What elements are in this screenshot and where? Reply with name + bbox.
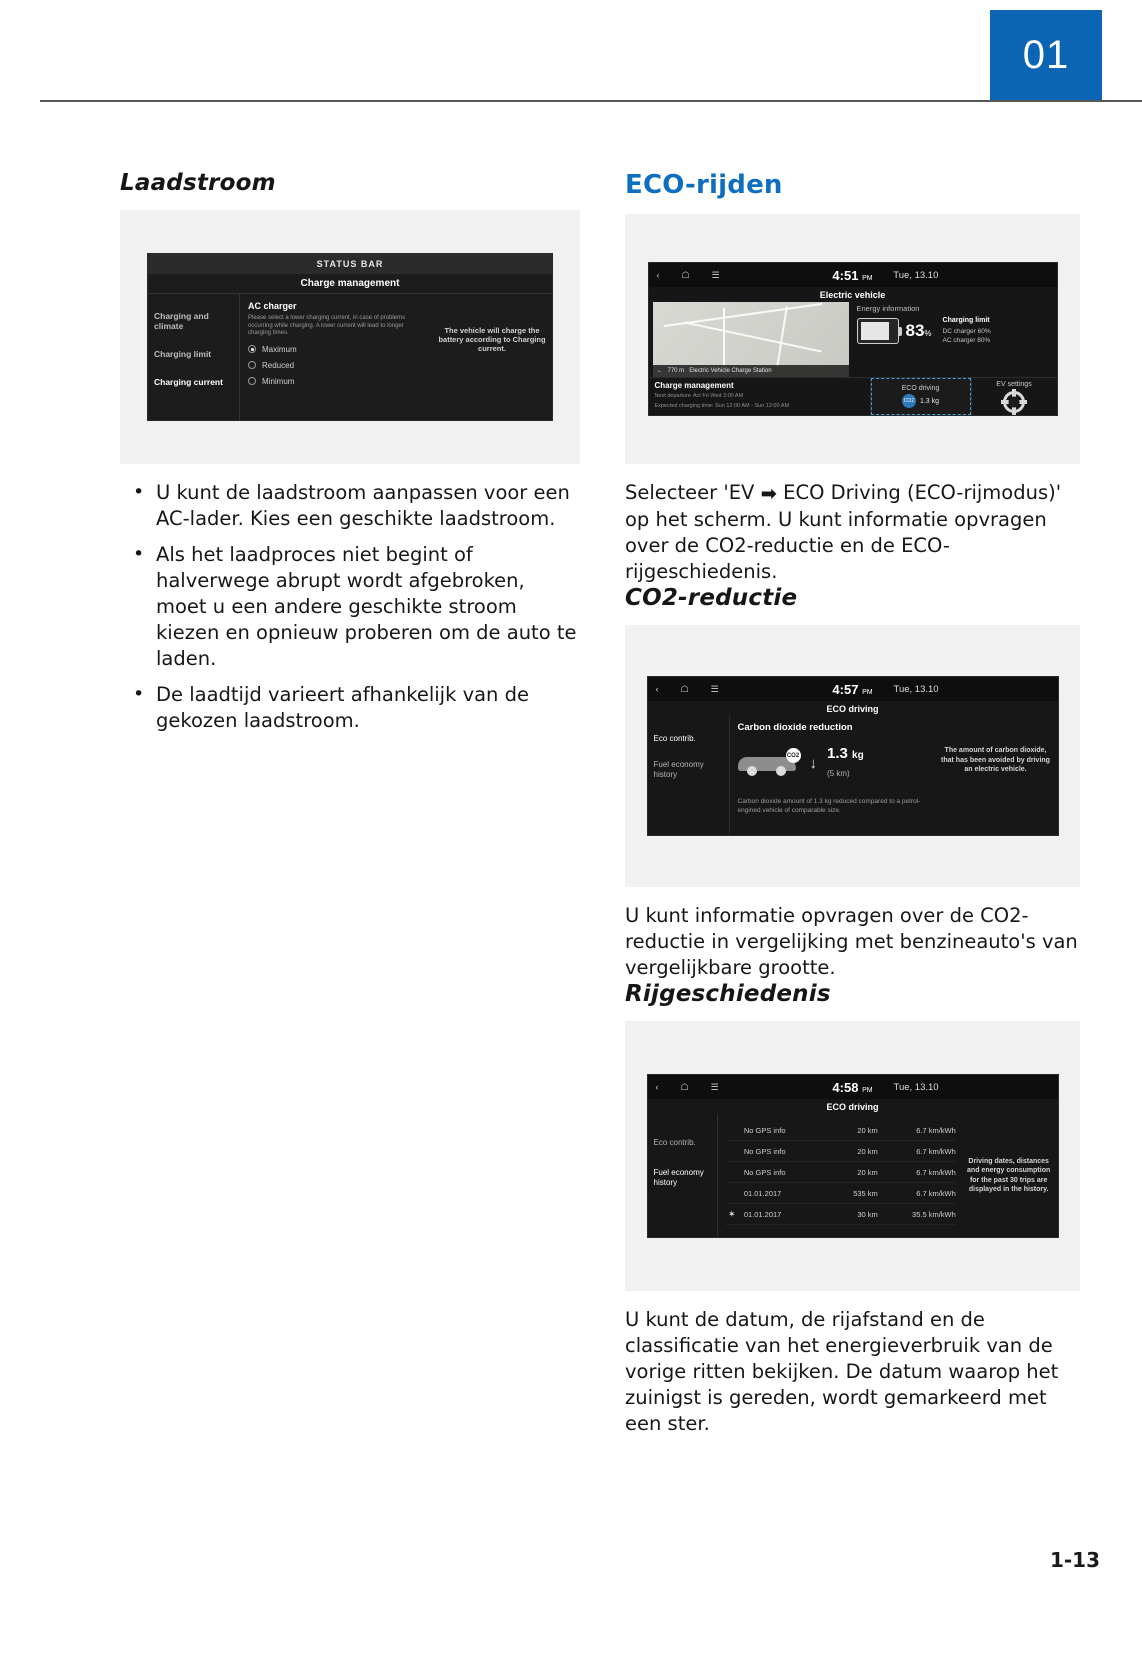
row-distance: 30 km — [857, 1209, 878, 1219]
bullet-list-laadstroom — [120, 480, 580, 734]
co2-side-note: The amount of carbon dioxide, that has been avoided by driving an electric vehicle. — [941, 747, 1050, 773]
status-bar-label: STATUS BAR — [148, 254, 552, 274]
row-date: 01.01.2017 — [743, 1209, 782, 1219]
arrow-right-icon: ➡ — [760, 482, 777, 505]
date-display: Tue, 13.10 — [893, 1081, 939, 1093]
screen-electric-vehicle — [649, 263, 1057, 415]
row-date: No GPS info — [743, 1125, 786, 1135]
row-efficiency: 6.7 km/kWh — [916, 1167, 956, 1177]
ev-top-bar — [649, 263, 1057, 287]
eco-driving-label: ECO driving — [901, 385, 940, 392]
menu-item-eco-contrib[interactable]: Eco contrib. — [653, 734, 696, 743]
figure-history — [625, 1021, 1080, 1291]
row-distance: 20 km — [857, 1167, 878, 1177]
row-distance: 535 km — [853, 1188, 878, 1198]
map-panel[interactable] — [653, 302, 849, 377]
menu-item-charging-current[interactable]: Charging current — [154, 377, 223, 387]
row-efficiency: 6.7 km/kWh — [916, 1125, 956, 1135]
back-icon[interactable]: ‹ — [656, 270, 660, 280]
table-row — [726, 1204, 956, 1225]
menu-item-charging-limit[interactable]: Charging limit — [154, 349, 212, 359]
row-efficiency: 35.5 km/kWh — [912, 1209, 956, 1219]
menu-icon[interactable]: ☰ — [711, 269, 720, 280]
co2-main — [730, 716, 1058, 835]
clock-display: 4:58 PM — [832, 1079, 873, 1095]
ac-charger-note: Please select a lower charging current, in case of problems occurring while charging. A lower current will lead to longer charging times. — [248, 315, 406, 336]
history-table — [718, 1114, 960, 1237]
heading-rijgeschiedenis: Rijgeschiedenis — [625, 981, 831, 1007]
chapter-number-tab: 01 — [990, 10, 1102, 100]
co2-top-bar — [648, 677, 1058, 701]
energy-info-title: Energy information — [856, 304, 920, 313]
eco-co2-chip — [902, 394, 939, 408]
screen-menu — [148, 294, 240, 420]
battery-icon — [857, 318, 899, 344]
history-screen-title: ECO driving — [826, 1101, 879, 1112]
ev-settings-label: EV settings — [996, 380, 1032, 388]
tab-charge-management[interactable] — [649, 378, 871, 415]
table-row — [726, 1120, 956, 1141]
table-row — [726, 1183, 956, 1204]
page-header — [0, 0, 1142, 104]
menu-icon[interactable]: ☰ — [710, 683, 719, 694]
eco-intro-part1: Selecteer 'EV — [625, 481, 755, 504]
limit-dc: DC charger 60% — [942, 328, 991, 335]
car-icon — [738, 750, 800, 776]
charge-management-title: Charge management — [654, 381, 734, 390]
map-road — [684, 321, 821, 352]
screen-eco-driving-history — [648, 1075, 1058, 1237]
co2-footer-note: Carbon dioxide amount of 1.3 kg reduced compared to a petrol-engined vehicle of comparable size. — [737, 798, 921, 814]
map-distance: 770 m — [667, 368, 685, 374]
menu-item-eco-contrib[interactable]: Eco contrib. — [653, 1138, 696, 1147]
co2-bubble-icon: CO2 — [786, 748, 801, 763]
ev-body — [649, 302, 1057, 377]
heading-co2-reductie: CO2-reductie — [625, 585, 798, 611]
back-icon[interactable]: ‹ — [655, 684, 659, 694]
table-row — [726, 1141, 956, 1162]
row-efficiency: 6.7 km/kWh — [916, 1146, 956, 1156]
co2-screen-title: ECO driving — [826, 703, 879, 714]
date-display: Tue, 13.10 — [893, 683, 939, 695]
menu-icon[interactable]: ☰ — [710, 1081, 719, 1092]
eco-intro-part2: ECO Driving (ECO-rijmodus)' op het scherm. U kunt informatie opvragen over de CO2-reductie en de ECO-rijgeschiedenis. — [625, 481, 1062, 583]
list-item: • U kunt de laadstroom aanpassen voor een AC-lader. Kies een geschikte laadstroom. — [120, 480, 580, 532]
heading-laadstroom: Laadstroom — [120, 170, 276, 196]
screen-eco-driving-co2 — [648, 677, 1058, 835]
radio-icon-maximum — [248, 345, 256, 353]
co2-icon: CO2 — [902, 394, 916, 408]
menu-item-fuel-economy-history[interactable]: Fuel economy history — [653, 1168, 704, 1187]
screen-main — [240, 294, 552, 420]
home-icon[interactable]: ☖ — [680, 683, 689, 694]
co2-heading: Carbon dioxide reduction — [737, 722, 853, 733]
ev-screen-title: Electric vehicle — [819, 289, 886, 300]
option-label-maximum: Maximum — [262, 344, 297, 354]
co2-body — [648, 716, 1058, 835]
history-top-bar — [648, 1075, 1058, 1099]
ac-charger-label: AC charger — [248, 301, 297, 311]
co2-menu — [648, 716, 730, 835]
option-minimum[interactable] — [248, 377, 544, 386]
limit-ac: AC charger 80% — [942, 337, 991, 344]
option-reduced[interactable] — [248, 361, 544, 370]
history-menu — [648, 1114, 718, 1237]
radio-icon-reduced — [248, 361, 256, 369]
figure-charge-current — [120, 210, 580, 464]
row-distance: 20 km — [857, 1125, 878, 1135]
option-label-reduced: Reduced — [262, 360, 295, 370]
map-arrow-icon: ← — [656, 368, 663, 374]
menu-item-fuel-economy-history[interactable]: Fuel economy history — [653, 760, 704, 779]
screen-body — [148, 294, 552, 420]
page-number: 1-13 — [1049, 1548, 1100, 1572]
map-station-label: Electric Vehicle Charge Station — [689, 368, 772, 374]
date-display: Tue, 13.10 — [893, 269, 939, 281]
row-date: No GPS info — [743, 1167, 786, 1177]
list-item: • De laadtijd varieert afhankelijk van de gekozen laadstroom. — [120, 682, 580, 734]
home-icon[interactable]: ☖ — [681, 269, 690, 280]
eco-co2-value: 1.3 kg — [919, 397, 940, 405]
list-item: • Als het laadproces niet begint of halverwege abrupt wordt afgebroken, moet u een andere geschikte stroom kiezen en opnieuw proberen om de auto te laden. — [120, 542, 580, 672]
row-efficiency: 6.7 km/kWh — [916, 1188, 956, 1198]
row-date: 01.01.2017 — [743, 1188, 782, 1198]
header-divider — [40, 100, 1142, 102]
eco-intro-text — [625, 480, 1080, 585]
tab-ev-settings[interactable] — [971, 378, 1057, 415]
ev-bottom-tabs — [649, 377, 1057, 415]
map-road — [723, 308, 725, 368]
screen-charge-management — [148, 254, 552, 420]
screen-title: Charge management — [148, 274, 552, 294]
radio-icon-minimum — [248, 377, 256, 385]
row-date: No GPS info — [743, 1146, 786, 1156]
energy-panel — [853, 302, 1053, 377]
expected-charging-time: Expected charging time: Sun 12:00 AM - Sun 12:00 AM — [654, 403, 790, 409]
clock-display: 4:57 PM — [832, 681, 873, 697]
row-distance: 20 km — [857, 1146, 878, 1156]
figure-co2 — [625, 625, 1080, 887]
star-icon: ✶ — [728, 1208, 736, 1219]
charge-management-sub: Next departure — [654, 393, 691, 399]
charge-management-time: Act Fri Wed 3:00 AM — [692, 393, 744, 399]
heading-eco-rijden: ECO-rijden — [625, 170, 783, 200]
table-row — [726, 1162, 956, 1183]
co2-description: U kunt informatie opvragen over de CO2-reductie in vergelijking met benzineauto's van vergelijkbare grootte. — [625, 904, 1078, 979]
left-column — [120, 170, 580, 744]
charging-limit-title: Charging limit — [942, 317, 990, 324]
home-icon[interactable]: ☖ — [680, 1081, 689, 1092]
tab-eco-driving[interactable] — [871, 378, 971, 415]
map-info-bar — [653, 365, 849, 377]
charging-limit-block — [943, 316, 991, 345]
history-body — [648, 1114, 1058, 1237]
history-side-note: Driving dates, distances and energy consumption for the past 30 trips are displayed in the history. — [967, 1157, 1051, 1193]
charge-side-note: The vehicle will charge the battery according to Charging current. — [438, 326, 546, 353]
co2-distance: (5 km) — [827, 769, 850, 778]
battery-row — [853, 316, 1053, 345]
map-road — [776, 306, 788, 368]
right-column — [625, 170, 1080, 1437]
menu-item-charging-climate[interactable]: Charging and climate — [154, 311, 209, 331]
figure-ev-main — [625, 214, 1080, 464]
arrow-down-icon: ↓ — [809, 754, 817, 772]
back-icon[interactable]: ‹ — [655, 1082, 659, 1092]
battery-percent: 83% — [905, 320, 932, 340]
option-label-minimum: Minimum — [262, 376, 295, 386]
history-description: U kunt de datum, de rijafstand en de classificatie van het energieverbruik van de vorige ritten bekijken. De datum waarop het zuinigst is gereden, wordt gemarkeerd met een ster. — [625, 1308, 1059, 1435]
clock-display: 4:51 PM — [832, 267, 873, 283]
co2-reduction-value: 1.3 kg (5 km) — [827, 745, 864, 778]
gear-icon — [1003, 391, 1025, 413]
